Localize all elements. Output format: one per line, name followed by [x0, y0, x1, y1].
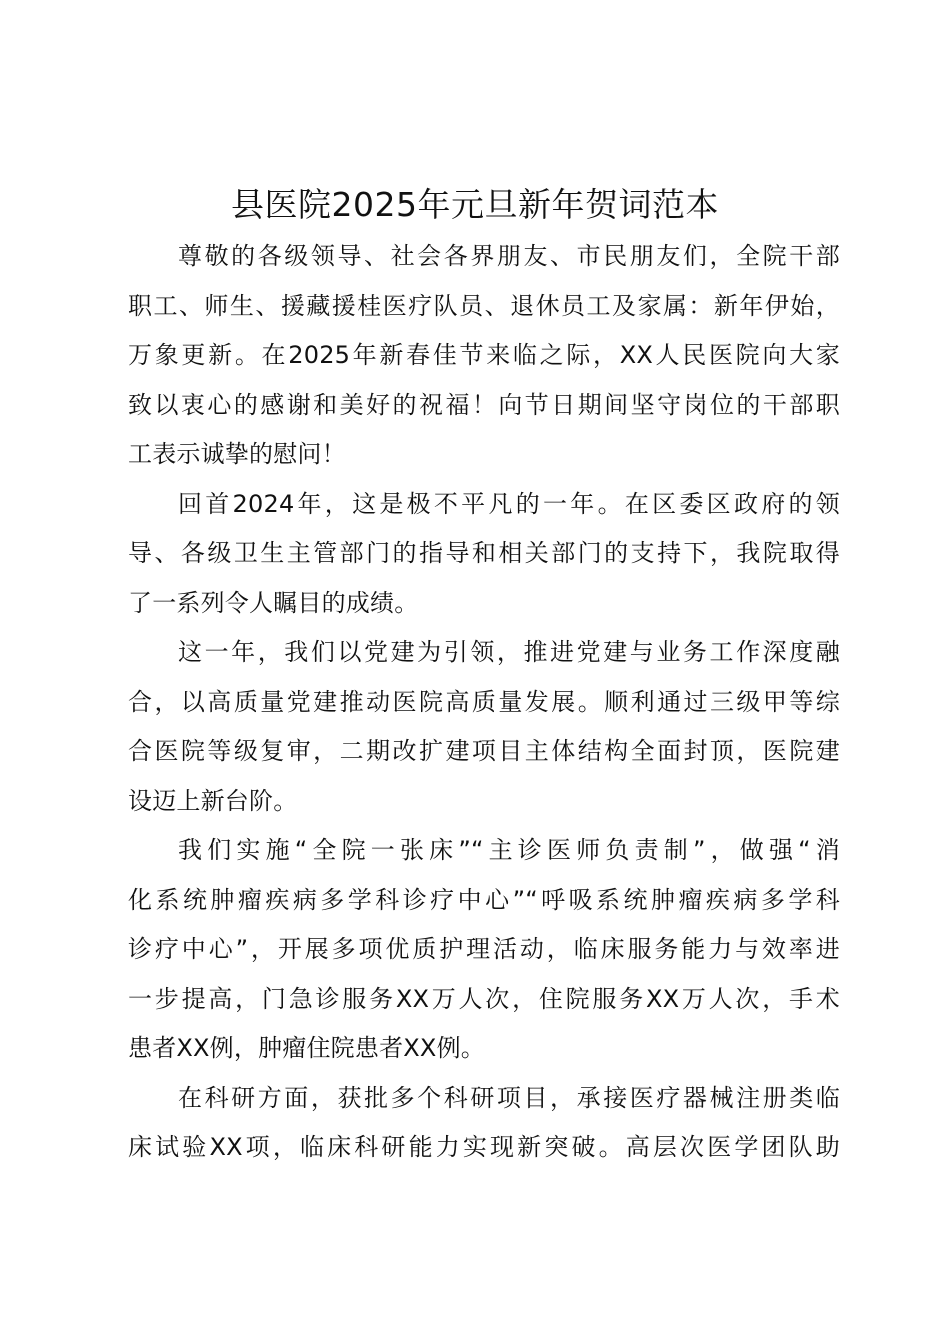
text-line: 了一系列令人瞩目的成绩。 — [128, 588, 419, 617]
text-line: 致以衷心的感谢和美好的祝福！向节日期间坚守岗位的干部职 — [128, 390, 840, 419]
text-line: 尊敬的各级领导、社会各界朋友、市民朋友们，全院干部 — [178, 242, 840, 270]
text-line: 一步提高，门急诊服务XX万人次，住院服务XX万人次，手术 — [128, 984, 840, 1013]
text-line: 诊疗中心”，开展多项优质护理活动，临床服务能力与效率进 — [128, 935, 840, 963]
text-line: 合，以高质量党建推动医院高质量发展。顺利通过三级甲等综 — [128, 687, 840, 716]
text-line: 合医院等级复审，二期改扩建项目主体结构全面封顶，医院建 — [128, 737, 840, 765]
paragraph-greeting — [128, 232, 840, 480]
text-line: 床试验XX项，临床科研能力实现新突破。高层次医学团队助 — [128, 1133, 840, 1161]
text-line: 我们实施“全院一张床”“主诊医师负责制”，做强“消 — [178, 836, 840, 864]
paragraph-research — [128, 1074, 840, 1173]
document-title: 县医院2025年元旦新年贺词范本 — [231, 185, 719, 224]
text-line: 患者XX例，肿瘤住院患者XX例。 — [128, 1034, 485, 1062]
text-line: 职工、师生、援藏援桂医疗队员、退休员工及家属：新年伊始， — [128, 291, 840, 320]
text-line: 在科研方面，获批多个科研项目，承接医疗器械注册类临 — [178, 1083, 840, 1112]
text-line: 这一年，我们以党建为引领，推进党建与业务工作深度融 — [178, 638, 840, 666]
paragraph-party-building — [128, 628, 840, 826]
text-line: 导、各级卫生主管部门的指导和相关部门的支持下，我院取得 — [128, 539, 840, 567]
text-line: 工表示诚挚的慰问！ — [128, 440, 346, 468]
text-line: 回首2024年，这是极不平凡的一年。在区委区政府的领 — [178, 489, 840, 518]
text-line: 万象更新。在2025年新春佳节来临之际，XX人民医院向大家 — [128, 341, 840, 369]
paragraph-clinical-services — [128, 826, 840, 1074]
paragraph-review — [128, 480, 840, 629]
text-line: 化系统肿瘤疾病多学科诊疗中心”“呼吸系统肿瘤疾病多学科 — [128, 885, 840, 914]
document-body — [128, 232, 840, 1173]
text-line: 设迈上新台阶。 — [128, 786, 298, 815]
